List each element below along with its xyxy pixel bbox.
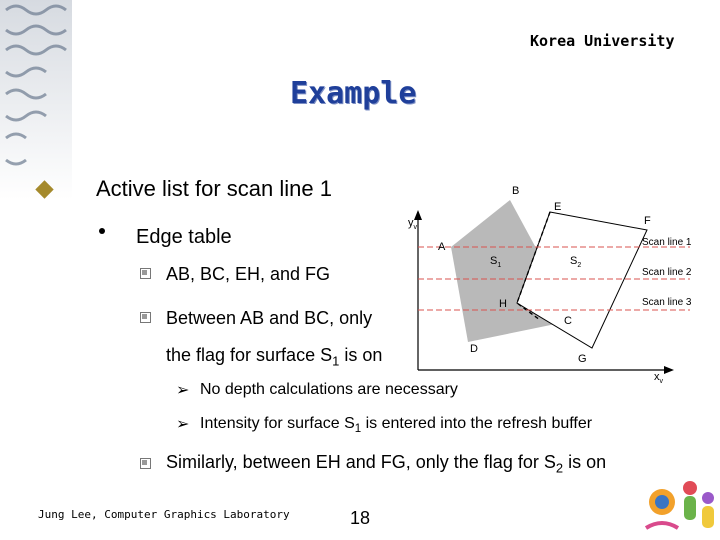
label-d: D <box>470 343 478 355</box>
arrow-bullet-icon: ➢ <box>176 416 190 433</box>
edge-list-text: AB, BC, EH, and FG <box>166 264 331 284</box>
label-f: F <box>644 215 651 227</box>
y-axis-arrow-icon <box>414 210 422 220</box>
label-e: E <box>554 201 562 213</box>
square-bullet-icon <box>140 268 151 279</box>
label-g: G <box>578 353 587 365</box>
label-xv: $x_v$ <box>654 371 663 385</box>
label-s1: $S_1$ <box>490 255 502 269</box>
x-axis-arrow-icon <box>664 366 674 374</box>
no-depth-text: No depth calculations are necessary <box>200 381 458 398</box>
arrow-bullet-icon: ➢ <box>176 382 190 399</box>
university-header: Korea University <box>530 32 675 50</box>
footer-credit: Jung Lee, Computer Graphics Laboratory <box>38 508 290 521</box>
label-s2: $S_2$ <box>570 255 582 269</box>
page-number: 18 <box>350 508 371 528</box>
scan-line-1-label: Scan line 1 <box>642 237 692 248</box>
main-bullet: Active list for scan line 1 <box>96 176 332 201</box>
square-bullet-icon <box>140 458 151 469</box>
scan-line-3-label: Scan line 3 <box>642 297 692 308</box>
decorative-pattern-left <box>0 0 72 200</box>
label-c: C <box>564 315 572 327</box>
scan-line-diagram <box>400 180 700 385</box>
square-bullet-icon <box>140 312 151 323</box>
decorative-figures-logo <box>640 470 720 540</box>
label-yv: $y_v$ <box>408 217 417 231</box>
flag-s1-text: the flag for surface $S_1$ is on <box>166 345 383 369</box>
scan-line-2-label: Scan line 2 <box>642 267 692 278</box>
dot-bullet-icon <box>99 228 105 234</box>
intensity-text: Intensity for surface $S_1$ is entered into the refresh buffer <box>200 415 593 436</box>
similarly-text: Similarly, between EH and FG, only the flag for $S_2$ is on <box>166 452 607 476</box>
label-a: A <box>438 241 446 253</box>
label-h: H <box>499 298 507 310</box>
slide-title: Example <box>290 76 417 111</box>
label-b: B <box>512 185 520 197</box>
between-ab-bc-text: Between AB and BC, only <box>166 308 373 328</box>
sub-bullet: Edge table <box>136 226 232 248</box>
